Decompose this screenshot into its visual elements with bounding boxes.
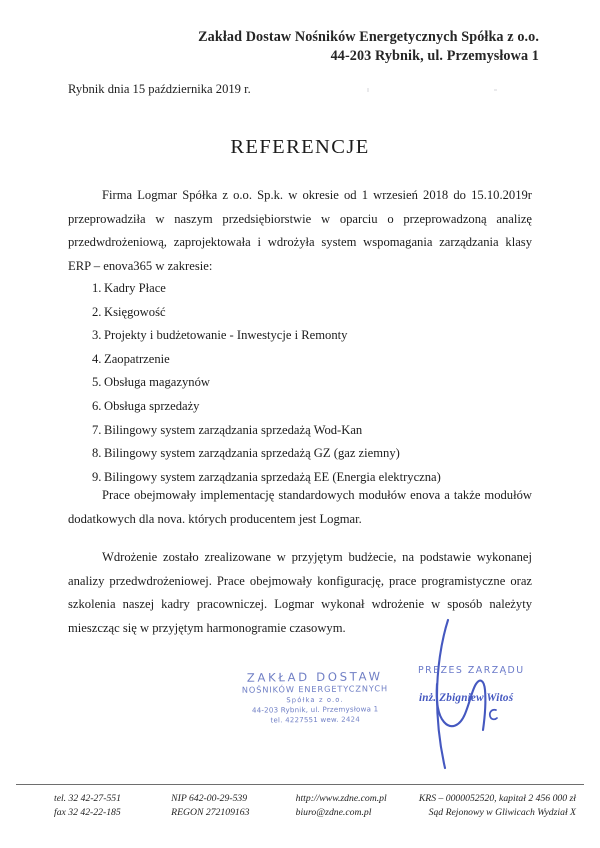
modules-paragraph: Prace obejmowały implementację standardowych modułów enova a także modułów dodatkowych dla nova. których producentem jest Logmar. xyxy=(68,488,532,526)
footer-tax-ids xyxy=(171,792,249,819)
intro-paragraph: Firma Logmar Spółka z o.o. Sp.k. w okresie od 1 wrzesień 2018 do 15.10.2019r przeprowadziła w naszym przedsiębiorstwie w oparciu o przeprowadzoną analizę przedwdrożeniową, zaprojektowała i wdrożyła system wspomagania zarządzania klasy ERP – enova365 w zakresie: xyxy=(68,188,532,273)
letterhead xyxy=(60,28,545,66)
stamp-line-phone: tel. 4227551 wew. 2424 xyxy=(270,715,361,725)
letterhead-company-name: Zakład Dostaw Nośników Energetycznych Spółka z o.o. xyxy=(198,29,539,45)
signature-name: inż. Zbigniew Witoś xyxy=(419,692,514,704)
list-item xyxy=(68,395,532,419)
summary-paragraph-block xyxy=(68,546,532,640)
list-item-number: 3. xyxy=(92,328,102,343)
list-item-number: 4. xyxy=(92,351,102,366)
footer-regon: REGON 272109163 xyxy=(171,806,250,818)
list-item-label: Obsługa sprzedaży xyxy=(104,398,200,413)
footer xyxy=(16,792,584,819)
page-title: REFERENCJE xyxy=(230,136,370,158)
stamp-line-legal-form: Spółka z o.o. xyxy=(286,695,344,705)
list-item-number: 7. xyxy=(92,422,102,437)
list-item-label: Obsługa magazynów xyxy=(104,375,210,390)
company-stamp xyxy=(232,669,399,726)
footer-email[interactable]: biuro@zdne.com.pl xyxy=(295,806,372,818)
list-item-label: Zaopatrzenie xyxy=(104,351,170,366)
list-item-number: 8. xyxy=(92,446,102,461)
signature-role: PREZES ZARZĄDU xyxy=(418,665,525,676)
stamp-line-company: ZAKŁAD DOSTAW xyxy=(246,669,383,685)
list-item-number: 6. xyxy=(92,398,102,413)
summary-paragraph: Wdrożenie zostało zrealizowane w przyjętym budżecie, na podstawie wykonanej analizy przedwdrożeniowej. Prace obejmowały konfigurację, prace programistyczne oraz szkolenia naszej kadry pracowniczej. Logmar wykonał wdrożenie w sposób należyty mieszcząc się w przyjętym harmonogramie czasowym. xyxy=(68,550,532,635)
list-item xyxy=(68,324,532,348)
scope-list xyxy=(68,277,532,489)
footer-court: Sąd Rejonowy w Gliwicach Wydział X xyxy=(428,806,576,818)
list-item xyxy=(68,371,532,395)
list-item-label: Projekty i budżetowanie - Inwestycje i Remonty xyxy=(104,328,348,343)
list-item xyxy=(68,419,532,443)
footer-krs: KRS – 0000052520, kapitał 2 456 000 zł xyxy=(418,793,576,804)
date-line: Rybnik dnia 15 października 2019 r. xyxy=(68,82,251,96)
scan-artifact xyxy=(367,88,369,92)
stamp-line-division: NOŚNIKÓW ENERGETYCZNYCH xyxy=(241,683,389,695)
list-item-label: Kadry Płace xyxy=(104,281,166,295)
scan-artifact xyxy=(494,89,497,91)
list-item-label: Księgowość xyxy=(104,304,166,319)
list-item-label: Bilingowy system zarządzania sprzedażą Wod-Kan xyxy=(104,422,363,437)
footer-fax: fax 32 42-22-185 xyxy=(54,806,121,818)
list-item-number: 9. xyxy=(92,469,102,484)
footer-nip: NIP 642-00-29-539 xyxy=(171,793,248,804)
footer-website[interactable]: http://www.zdne.com.pl xyxy=(295,793,387,804)
footer-divider xyxy=(16,784,584,785)
list-item-label: Bilingowy system zarządzania sprzedażą EE (Energia elektryczna) xyxy=(104,469,441,484)
list-item-number: 2. xyxy=(92,304,102,319)
footer-registry xyxy=(419,792,576,819)
list-item xyxy=(68,301,532,325)
list-item-label: Bilingowy system zarządzania sprzedażą GZ (gaz ziemny) xyxy=(104,446,400,461)
modules-paragraph-block xyxy=(68,484,532,531)
stamp-line-address: 44-203 Rybnik, ul. Przemysłowa 1 xyxy=(251,704,379,715)
list-item-number: 1. xyxy=(92,281,102,295)
list-item-number: 5. xyxy=(92,375,102,390)
list-item xyxy=(68,277,532,301)
list-item xyxy=(68,348,532,372)
intro-paragraph-block xyxy=(68,184,532,278)
list-item xyxy=(68,442,532,466)
footer-web-contacts xyxy=(296,792,387,819)
footer-contact-phone xyxy=(54,792,121,819)
letterhead-address: 44-203 Rybnik, ul. Przemysłowa 1 xyxy=(330,48,539,64)
footer-tel: tel. 32 42-27-551 xyxy=(54,793,121,804)
